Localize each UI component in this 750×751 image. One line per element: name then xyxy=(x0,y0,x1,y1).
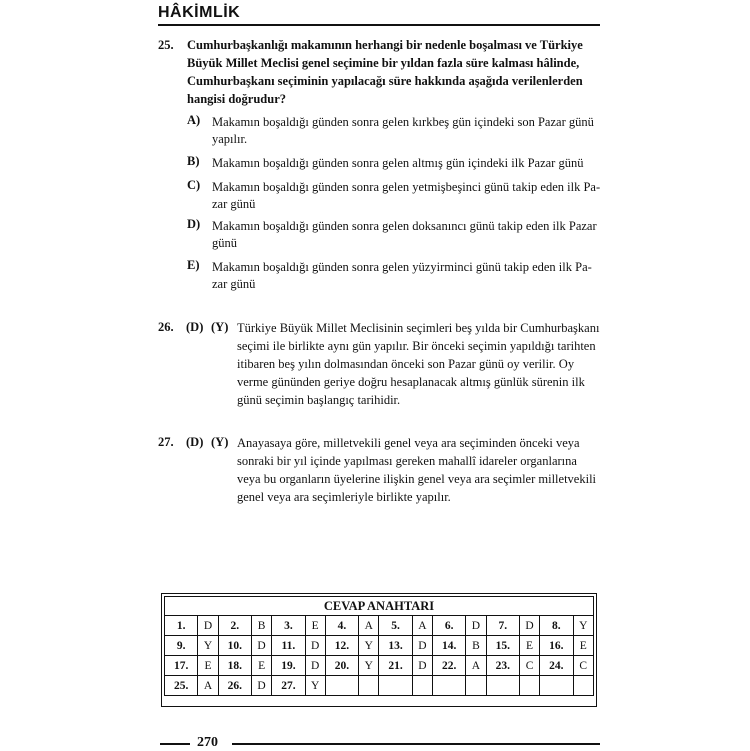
answer-key-answer xyxy=(573,676,593,696)
answer-key-answer: E xyxy=(198,656,218,676)
answer-key-row xyxy=(165,676,594,696)
question-25-number: 25. xyxy=(158,38,174,52)
answer-key-question-number: 9. xyxy=(165,636,198,656)
answer-key-answer: D xyxy=(251,676,271,696)
answer-key-question-number: 16. xyxy=(540,636,573,656)
answer-key-answer: Y xyxy=(359,656,379,676)
answer-key-title: CEVAP ANAHTARI xyxy=(165,597,594,616)
question-27-answer: (D) xyxy=(186,435,204,449)
answer-key-question-number: 18. xyxy=(218,656,251,676)
answer-key-answer: D xyxy=(466,616,486,636)
answer-key-answer: D xyxy=(305,656,325,676)
answer-key-question-number: 8. xyxy=(540,616,573,636)
answer-key-answer: A xyxy=(466,656,486,676)
answer-key-question-number: 3. xyxy=(272,616,305,636)
page-number: 270 xyxy=(197,735,218,750)
answer-key-answer: E xyxy=(305,616,325,636)
answer-key-answer: D xyxy=(198,616,218,636)
answer-key-question-number: 7. xyxy=(486,616,519,636)
answer-key-answer: A xyxy=(198,676,218,696)
answer-key-question-number: 13. xyxy=(379,636,412,656)
answer-key-question-number: 1. xyxy=(165,616,198,636)
answer-key-question-number: 19. xyxy=(272,656,305,676)
question-26-mark: (Y) xyxy=(211,320,229,334)
answer-key-answer: A xyxy=(359,616,379,636)
answer-key-question-number: 4. xyxy=(325,616,358,636)
answer-key-question-number: 21. xyxy=(379,656,412,676)
answer-key-answer: B xyxy=(466,636,486,656)
answer-key-question-number xyxy=(325,676,358,696)
question-26-number: 26. xyxy=(158,320,174,334)
answer-key-question-number: 11. xyxy=(272,636,305,656)
answer-key-answer: C xyxy=(573,656,593,676)
answer-key-question-number: 15. xyxy=(486,636,519,656)
answer-key-answer: C xyxy=(519,656,539,676)
question-27-number: 27. xyxy=(158,435,174,449)
answer-key-question-number: 24. xyxy=(540,656,573,676)
answer-key-answer: Y xyxy=(573,616,593,636)
answer-key-answer: D xyxy=(305,636,325,656)
answer-key-answer: E xyxy=(519,636,539,656)
answer-key-question-number xyxy=(486,676,519,696)
answer-key-row xyxy=(165,636,594,656)
answer-key-answer xyxy=(412,676,432,696)
answer-key-table xyxy=(164,596,594,696)
answer-key-answer xyxy=(359,676,379,696)
answer-key-question-number: 5. xyxy=(379,616,412,636)
answer-key-answer: A xyxy=(412,616,432,636)
answer-key-question-number: 25. xyxy=(165,676,198,696)
header-rule xyxy=(158,24,600,26)
answer-key-answer: D xyxy=(412,656,432,676)
answer-key-answer xyxy=(519,676,539,696)
answer-key-row xyxy=(165,616,594,636)
answer-key-answer: D xyxy=(412,636,432,656)
footer-rule-right xyxy=(232,743,600,745)
answer-key-question-number: 20. xyxy=(325,656,358,676)
answer-key-answer: E xyxy=(251,656,271,676)
answer-key-question-number: 10. xyxy=(218,636,251,656)
answer-key-question-number: 27. xyxy=(272,676,305,696)
answer-key-question-number: 22. xyxy=(432,656,465,676)
answer-key-question-number xyxy=(540,676,573,696)
answer-key-question-number: 23. xyxy=(486,656,519,676)
answer-key-answer: D xyxy=(251,636,271,656)
answer-key-question-number: 17. xyxy=(165,656,198,676)
answer-key-question-number xyxy=(432,676,465,696)
answer-key-question-number: 12. xyxy=(325,636,358,656)
answer-key-answer: Y xyxy=(359,636,379,656)
answer-key-answer: E xyxy=(573,636,593,656)
answer-key-question-number: 6. xyxy=(432,616,465,636)
answer-key-answer: D xyxy=(519,616,539,636)
answer-key-answer: Y xyxy=(305,676,325,696)
answer-key-question-number: 26. xyxy=(218,676,251,696)
answer-key-row xyxy=(165,656,594,676)
footer-rule-left xyxy=(160,743,190,745)
answer-key-answer xyxy=(466,676,486,696)
answer-key-answer: Y xyxy=(198,636,218,656)
answer-key-question-number xyxy=(379,676,412,696)
question-27-mark: (Y) xyxy=(211,435,229,449)
answer-key-question-number: 2. xyxy=(218,616,251,636)
section-title: HÂKİMLİK xyxy=(158,4,241,21)
question-26-answer: (D) xyxy=(186,320,204,334)
answer-key-question-number: 14. xyxy=(432,636,465,656)
answer-key-answer: B xyxy=(251,616,271,636)
